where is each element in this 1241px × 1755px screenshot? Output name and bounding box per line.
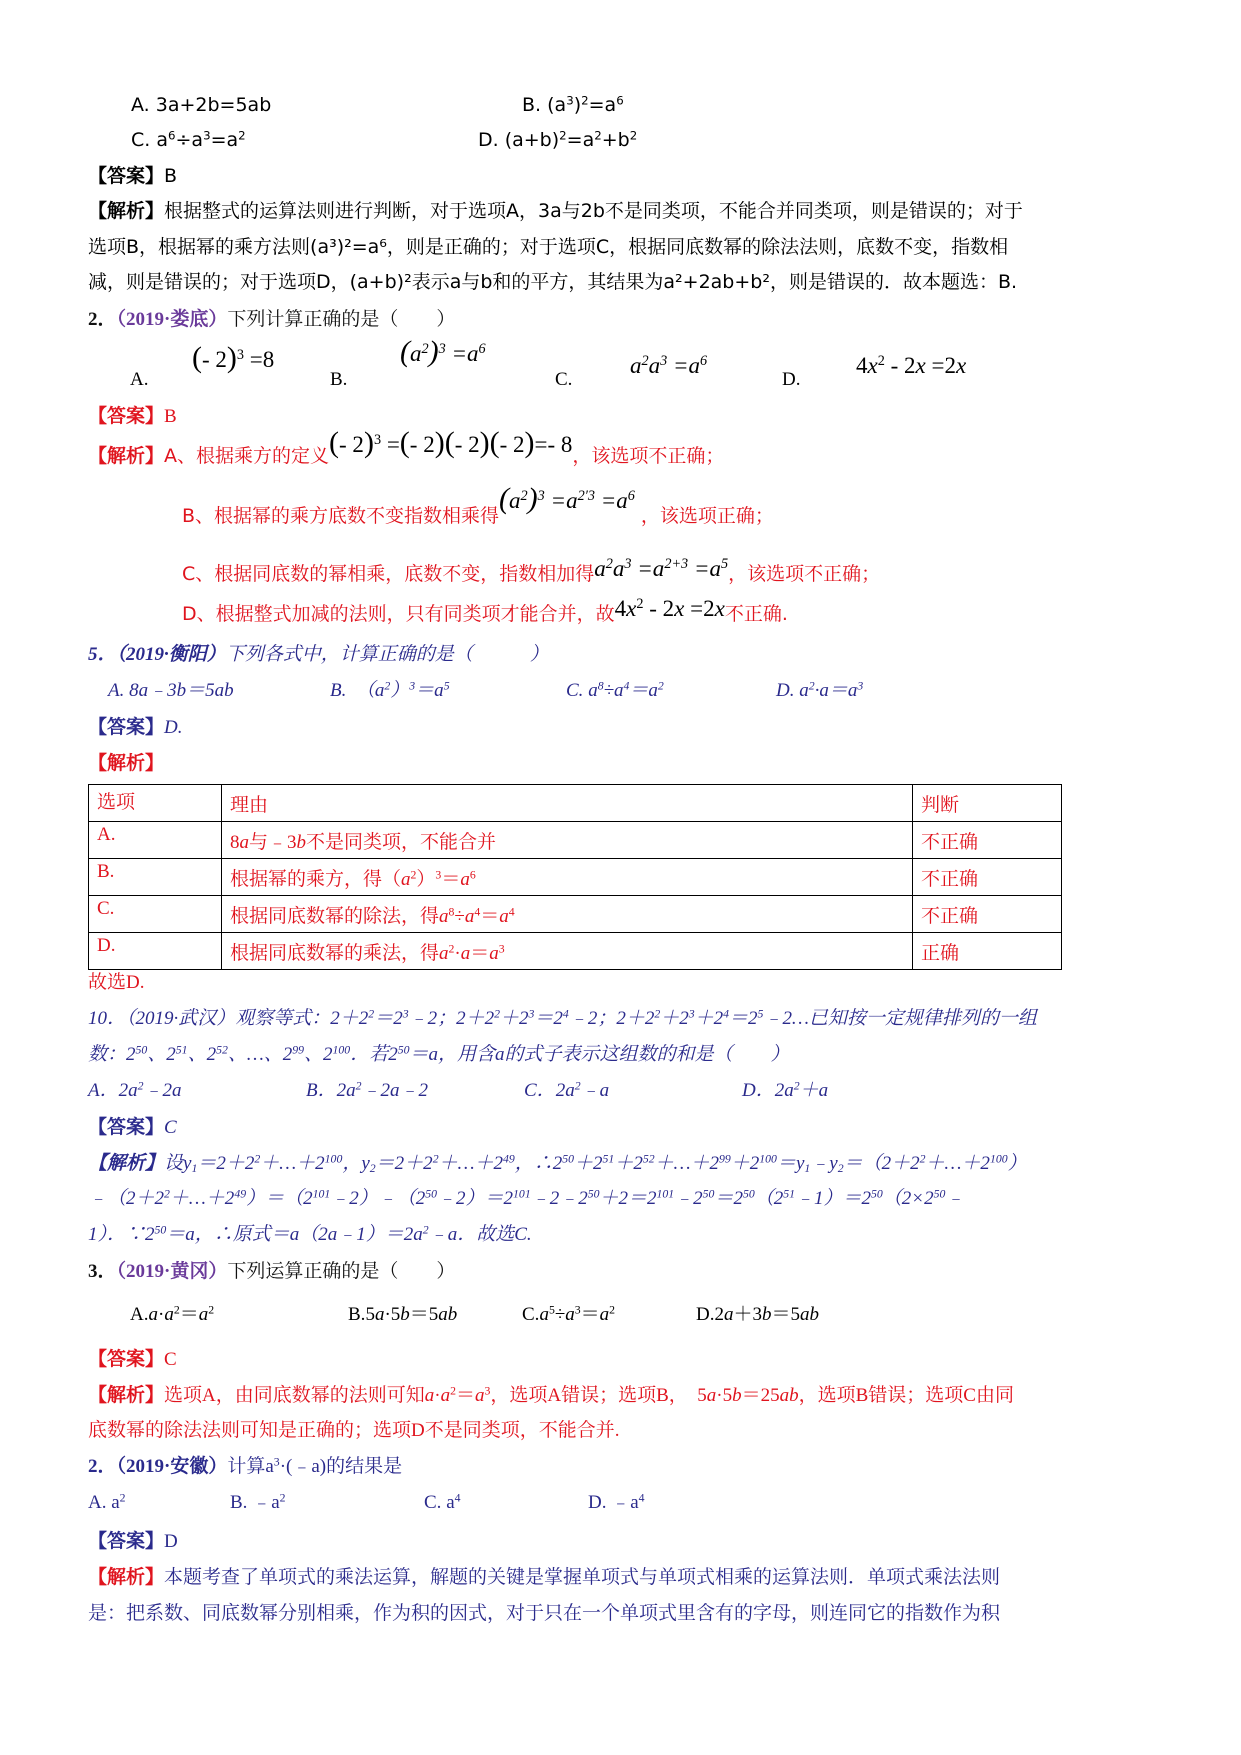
q-loudi-analysis-a: 【解析】A、根据乘方的定义(- 2)$^3$ =(- 2)(- 2)(- 2)=- 8，该选项不正确；	[88, 426, 725, 467]
q-anhui-answer: 【答案】D	[88, 1530, 178, 1552]
question-source: （2019·安徽）	[116, 1456, 228, 1477]
q-hengyang-answer: 【答案】D.	[88, 716, 183, 738]
table-header-row	[89, 785, 1062, 822]
table-cell: 正确	[913, 933, 1062, 970]
q-huanggang-answer: 【答案】C	[88, 1348, 177, 1370]
table-cell: A.	[89, 822, 222, 859]
q-prev-option-b: B. $(a^3)^2=a^6$	[522, 93, 624, 116]
table-row	[89, 933, 1062, 970]
table-cell: C.	[89, 896, 222, 933]
q-anhui-analysis-2: 是：把系数、同底数幂分别相乘，作为积的因式，对于只在一个单项式里含有的字母，则连同它的指数作为积	[88, 1602, 1001, 1624]
table-cell: 8a与﹣3b不是同类项，不能合并	[222, 822, 913, 859]
q-prev-analysis-2: 选项B，根据幂的乘方法则(a³)²=a⁶，则是正确的；对于选项C，根据同底数幂的除法法则，底数不变，指数相	[88, 236, 1009, 258]
analysis-tag: 【解析】	[88, 200, 165, 222]
q-wuhan-stem-2: 数：$2^{50}$、$2^{51}$、$2^{52}$、…、$2^{99}$、$2^{100}$．若$2^{50}=a$，用含a的式子表示这组数的和是（ ）	[88, 1043, 790, 1065]
q-wuhan-analysis-2: $﹣(2+2^2+\dots+2^{49})=(2^{101}﹣2)﹣(2^{50}﹣2)=2^{101}﹣2﹣2^{50}+2=2^{101}﹣2^{50}=2^{50}(2^{51}﹣1)=2^{50}(2\times 2^{50}﹣$	[88, 1187, 965, 1209]
q-prev-option-c: C. $a^6\div a^3=a^2$	[131, 128, 246, 151]
question-source: （2019·武汉）	[126, 1008, 236, 1029]
table-row	[89, 859, 1062, 896]
question-source: （2019·衡阳）	[116, 644, 226, 665]
table-cell: 不正确	[913, 896, 1062, 933]
q-loudi-analysis-c: C、根据同底数的幂相乘，底数不变，指数相加得$a^2a^3 =a^{2+3} =a^5$，该选项不正确；	[182, 556, 881, 585]
q-huanggang-analysis-2: 底数幂的除法法则可知是正确的；选项D不是同类项，不能合并.	[88, 1420, 620, 1441]
q-loudi-answer: 【答案】B	[88, 405, 177, 427]
table-cell: 不正确	[913, 822, 1062, 859]
table-header-cell: 选项	[89, 785, 222, 822]
table-cell: 根据同底数幂的除法，得$a^8\div a^4=a^4$	[222, 896, 913, 933]
q-anhui-title: 2．（2019·安徽）计算$a^3\cdot(﹣a)$的结果是	[88, 1455, 403, 1477]
table-cell: 根据幂的乘方，得$(a^2)^3=a^6$	[222, 859, 913, 896]
q-loudi-analysis-b: B、根据幂的乘方底数不变指数相乘得$(a^2)^3 =a^{2'3} =a^6$ ，该选项正确；	[182, 482, 774, 527]
table-header-cell: 理由	[222, 785, 913, 822]
table-cell: B.	[89, 859, 222, 896]
q-huanggang-analysis-1: 【解析】选项A，由同底数幂的法则可知$a\cdot a^2=a^3$，选项A错误；选项B， 5a·5b＝25ab，选项B错误；选项C由同	[88, 1384, 1014, 1406]
q-loudi-options: A. (- 2)$^3$ =8 B. $(a^2)^3 =a^6$ C. $a^2a^3 =a^6$ D. $4x^2 - 2x =2x$	[130, 335, 967, 390]
table-row	[89, 822, 1062, 859]
answer-tag: 【答案】	[88, 165, 165, 187]
q-loudi-title: 2．（2019·娄底）下列计算正确的是（ ）	[88, 308, 456, 330]
q-wuhan-answer: 【答案】C	[88, 1116, 177, 1138]
q-wuhan-analysis-3: 1）．$\because 2^{50}=a$，∴原式$=a(2a﹣1)=2a^2﹣a$．故选C.	[88, 1223, 532, 1245]
q-prev-option-a: A. 3a+2b=5ab	[131, 94, 272, 116]
q-prev-answer: 【答案】B	[88, 165, 178, 187]
q-prev-analysis-1: 【解析】根据整式的运算法则进行判断，对于选项A，3a与2b不是同类项，不能合并同类项，则是错误的；对于	[88, 200, 1023, 222]
table-cell: D.	[89, 933, 222, 970]
q-wuhan-stem-1: 10．（2019·武汉）观察等式：$2+2^2=2^3﹣2$；$2+2^2+2^3=2^4﹣2$；$2+2^2+2^3+2^4=2^5﹣2\dots$已知按一定规律排列的一组	[88, 1007, 1037, 1029]
q-huanggang-title: 3．（2019·黄冈）下列运算正确的是（ ）	[88, 1260, 456, 1282]
q-hengyang-conclusion: 故选D.	[88, 972, 145, 993]
q-prev-option-d: D. $(a+b)^2=a^2+b^2$	[478, 128, 638, 151]
table-cell: 根据同底数幂的乘法，得$a^2\cdot a=a^3$	[222, 933, 913, 970]
q-anhui-analysis-1: 【解析】本题考查了单项式的乘法运算，解题的关键是掌握单项式与单项式相乘的运算法则．单项式乘法法则	[88, 1566, 1001, 1588]
question-source: （2019·黄冈）	[116, 1261, 228, 1282]
question-source: （2019·娄底）	[116, 309, 228, 330]
table-row	[89, 896, 1062, 933]
table-header-cell: 判断	[913, 785, 1062, 822]
q-hengyang-analysis-tag: 【解析】	[88, 752, 165, 774]
q-prev-analysis-3: 减，则是错误的；对于选项D，(a+b)²表示a与b和的平方，其结果为a²+2ab+b²，则是错误的．故本题选：B.	[88, 271, 1018, 293]
q-loudi-analysis-d: D、根据整式加减的法则，只有同类项才能合并，故$4x^2 - 2x =2x$不正确.	[182, 596, 788, 625]
analysis-table	[88, 784, 1062, 970]
q-wuhan-analysis-1: 【解析】设$y_1=2+2^2+\dots+2^{100}$，$y_2=2+2^2+\dots+2^{49}$，$\therefore 2^{50}+2^{51}+2^{52}+\dots+2^{99}+2^{100}=y_1﹣y_2=(2+2^2+\dots+2^{100})$	[88, 1152, 1027, 1175]
q-hengyang-title: 5．（2019·衡阳）下列各式中，计算正确的是（ ）	[88, 644, 549, 665]
table-cell: 不正确	[913, 859, 1062, 896]
